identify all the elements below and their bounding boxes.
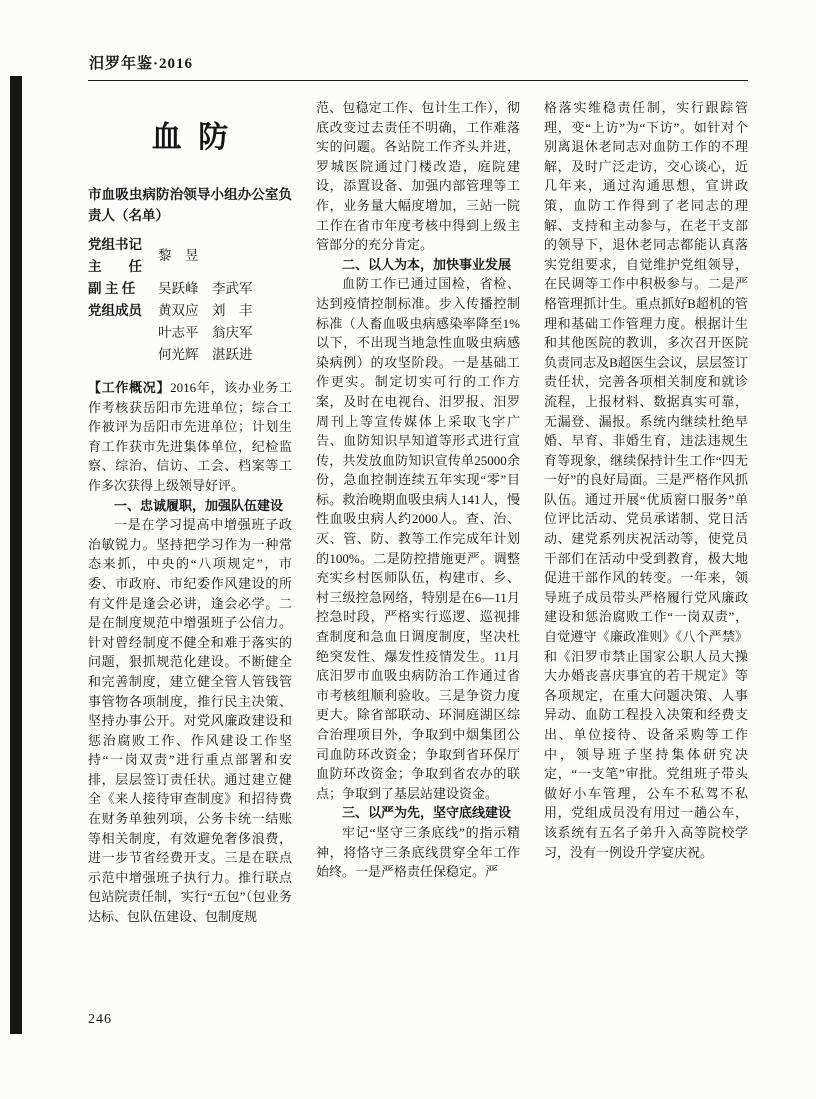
roster-role-line: 党组书记 xyxy=(88,237,142,252)
roster-row-secretary xyxy=(88,234,292,278)
roster-role-spacer xyxy=(88,322,158,344)
roster-role-label: 副 主 任 xyxy=(88,281,136,296)
article-title: 血防 xyxy=(151,121,245,154)
roster-names: 黎 昱 xyxy=(158,248,199,263)
section-heading-1: 一、忠诚履职，加强队伍建设 xyxy=(114,497,284,513)
roster-names: 吴跃峰 李武军 xyxy=(158,281,253,296)
page-number: 246 xyxy=(88,1012,112,1027)
roster-role-spacer xyxy=(88,344,158,366)
roster-row-members-cont xyxy=(88,322,292,344)
body-paragraph-continued: 格落实维稳责任制，实行跟踪管理，变“上访”为“下访”。如针对个别离退休老同志对血防工作的不理解，及时广泛走访，交心谈心，近几年来，通过沟通思想，宣讲政策，血防工作得到了老同志的理解、支持和主动参与，在老干支部的领导下，退休老同志都能认真落实党组要求，自觉维护党组领导，在民调等工作中积极参与。二是严格管理抓计生。重点抓好B超机的管理和基础工作管理力度。根据计生和其他医院的教训，多次召开医院负责同志及B超医生会议，层层签订责任状，完善各项相关制度和就诊流程，上报材料、数据真实可靠，无漏登、漏报。系统内继续杜绝早婚、早育、非婚生育，违法违规生育等现象，继续保持计生工作“四无一好”的良好局面。三是严格作风抓队伍。通过开展“优质窗口服务”单位评比活动、党员承诺制、党日活动、建党系列庆祝活动等，使党员干部们在活动中受到教育，极大地促进干部作风的转变。一年来，领导班子成员带头严格履行党风廉政建设和惩治腐败工作“一岗双责”，自觉遵守《廉政准则》《八个严禁》和《汨罗市禁止国家公职人员大操大办婚丧喜庆事宜的若干规定》等各项规定，在重大问题决策、人事异动、血防工程投入决策和经费支出、单位接待、设备采购等工作中，领导班子坚持集体研究决定，“一支笔”审批。党组班子带头做好小车管理，公车不私驾不私用，党组成员没有用过一趟公车，该系统有五名子弟升入高等院校学习，没有一例设升学宴庆祝。 xyxy=(544,100,748,860)
roster-role-line: 主 任 xyxy=(88,259,142,274)
roster-names: 何光辉 湛跃进 xyxy=(158,347,253,362)
column-1 xyxy=(88,98,292,990)
roster-names: 黄双应 刘 丰 xyxy=(158,303,253,318)
roster-row-deputy xyxy=(88,278,292,300)
header-rule xyxy=(88,80,748,81)
column-3 xyxy=(544,98,748,990)
body-paragraph-continued: 范、包稳定工作、包计生工作），彻底改变过去责任不明确，工作难落实的问题。各站院工作齐头并进，罗城医院通过门楼改造，庭院建设，添置设备、加强内部管理等工作，业务量大幅度增加，三站一院工作在省市年度考核中得到上级主管部分的充分肯定。 xyxy=(316,100,520,253)
body-paragraph: 血防工作已通过国检，省检、达到疫情控制标准。步入传播控制标准（人畜血吸虫病感染率降至1%以下，不出现当地急性血吸虫病感染病例）的攻坚阶段。一是基础工作更实。制定切实可行的工作方案，及时在电视台、汨罗报、汨罗周刊上等宣传媒体上采取飞字广告、血防知识早知道等形式进行宣传，共发放血防知识宣传单25000余份，急血控制连续五年实现“零”目标。救治晚期血吸虫病人141人，慢性血吸虫病人约2000人。查、治、灭、管、防、教等工作完成年计划的100%。二是防控措施更严。调整充实乡村医师队伍，构建市、乡、村三级控急网络，特别是在6—11月控急时段，严格实行巡逻、巡视排查制度和急血日调度制度，坚决杜绝突发性、爆发性疫情发生。11月底汨罗市血吸虫病防治工作通过省市考核组顺利验收。三是争资力度更大。除省部联动、环洞庭湖区综合治理项目外，争取到中烟集团公司血防环改资金；争取到省环保厅血防环改资金；争取到省农办的联点；争取到了基层站建设资金。 xyxy=(316,276,520,801)
roster-role-label: 党组成员 xyxy=(88,303,142,318)
roster-names: 叶志平 翁庆军 xyxy=(158,325,253,340)
section-heading-3: 三、以严为先，坚守底线建设 xyxy=(342,805,512,821)
page-spine-bar xyxy=(10,76,22,1034)
roster-row-members xyxy=(88,300,292,322)
running-header: 汨罗年鉴·2016 xyxy=(89,56,194,72)
leadership-roster xyxy=(88,234,292,366)
column-2 xyxy=(316,98,520,990)
roster-row-members-cont xyxy=(88,344,292,366)
overview-paragraph xyxy=(88,378,292,496)
section-heading-2: 二、以人为本，加快事业发展 xyxy=(342,256,512,272)
overview-label: 【工作概况】 xyxy=(88,380,171,395)
roster-role-label xyxy=(88,234,158,278)
body-paragraph: 牢记“坚守三条底线”的指示精神，将恪守三条底线贯穿全年工作始终。一是严格责任保稳定。严 xyxy=(316,824,520,880)
overview-text: 2016年，该办业务工作考核获岳阳市先进单位；综合工作被评为岳阳市先进单位；计划生育工作获市先进集体单位，纪检监察、综治、信访、工会、档案等工作多次获得上级领导好评。 xyxy=(88,380,292,493)
article-body xyxy=(88,98,748,990)
body-paragraph: 一是在学习提高中增强班子政治敏锐力。坚持把学习作为一种常态来抓，中央的“八项规定”，市委、市政府、市纪委作风建设的所有文件是逢会必讲，逢会必学。二是在制度规范中增强班子公信力。针对曾经制度不健全和难于落实的问题，狠抓规范化建设。不断健全和完善制度，建立健全管人管钱管事管物各项制度，推行民主决策、坚持办事公开。对党风廉政建设和惩治腐败工作、作风建设工作坚持“一岗双责”进行重点部署和安排，层层签订责任状。通过建立健全《来人接待审查制度》和招待费在财务单独列项，公务卡统一结账等相关制度，有效避免奢侈浪费，进一步节省经费开支。三是在联点示范中增强班子执行力。推行联点包站院责任制，实行“五包”（包业务达标、包队伍建设、包制度规 xyxy=(88,517,292,925)
roster-heading: 市血吸虫病防治领导小组办公室负责人（名单） xyxy=(88,187,292,223)
